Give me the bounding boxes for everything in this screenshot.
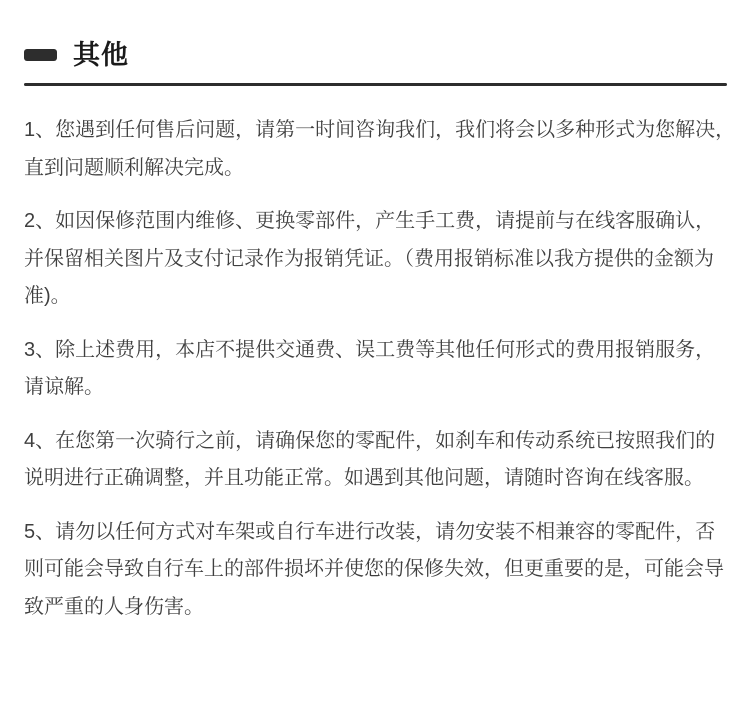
term-paragraph-4: [24, 423, 727, 498]
section-title: 其他: [73, 40, 129, 70]
text-line: 1、您遇到任何售后问题，请第一时间咨询我们，我们将会以多种形式为您解决，: [24, 119, 736, 141]
terms-list: [24, 112, 736, 626]
text-line: 并保留相关图片及支付记录作为报销凭证。（费用报销标准以我方提供的金额为: [24, 247, 714, 270]
text-line: 5、请勿以任何方式对车架或自行车进行改装，请勿安装不相兼容的零配件，否: [24, 520, 716, 543]
text-line: 准)。: [24, 285, 71, 307]
term-paragraph-5: [24, 514, 727, 627]
term-paragraph-1: [24, 112, 736, 187]
text-line: 4、在您第一次骑行之前，请确保您的零配件，如刹车和传动系统已按照我们的: [24, 429, 716, 452]
section-marker-dash-icon: [24, 49, 57, 61]
after-sales-other-section: [0, 40, 750, 708]
text-line: 3、除上述费用，本店不提供交通费、误工费等其他任何形式的费用报销服务，: [24, 338, 716, 361]
text-line: 说明进行正确调整，并且功能正常。如遇到其他问题，请随时咨询在线客服。: [24, 467, 704, 489]
text-line: 致严重的人身伤害。: [24, 595, 204, 618]
section-header: [24, 40, 727, 70]
text-line: 请谅解。: [24, 376, 104, 398]
text-line: 则可能会导致自行车上的部件损坏并使您的保修失效，但更重要的是，可能会导: [24, 558, 724, 580]
text-line: 直到问题顺利解决完成。: [24, 156, 244, 179]
term-paragraph-3: [24, 332, 727, 407]
text-line: 2、如因保修范围内维修、更换零部件，产生手工费，请提前与在线客服确认，: [24, 210, 716, 232]
term-paragraph-2: [24, 203, 727, 316]
header-divider: [24, 83, 727, 86]
